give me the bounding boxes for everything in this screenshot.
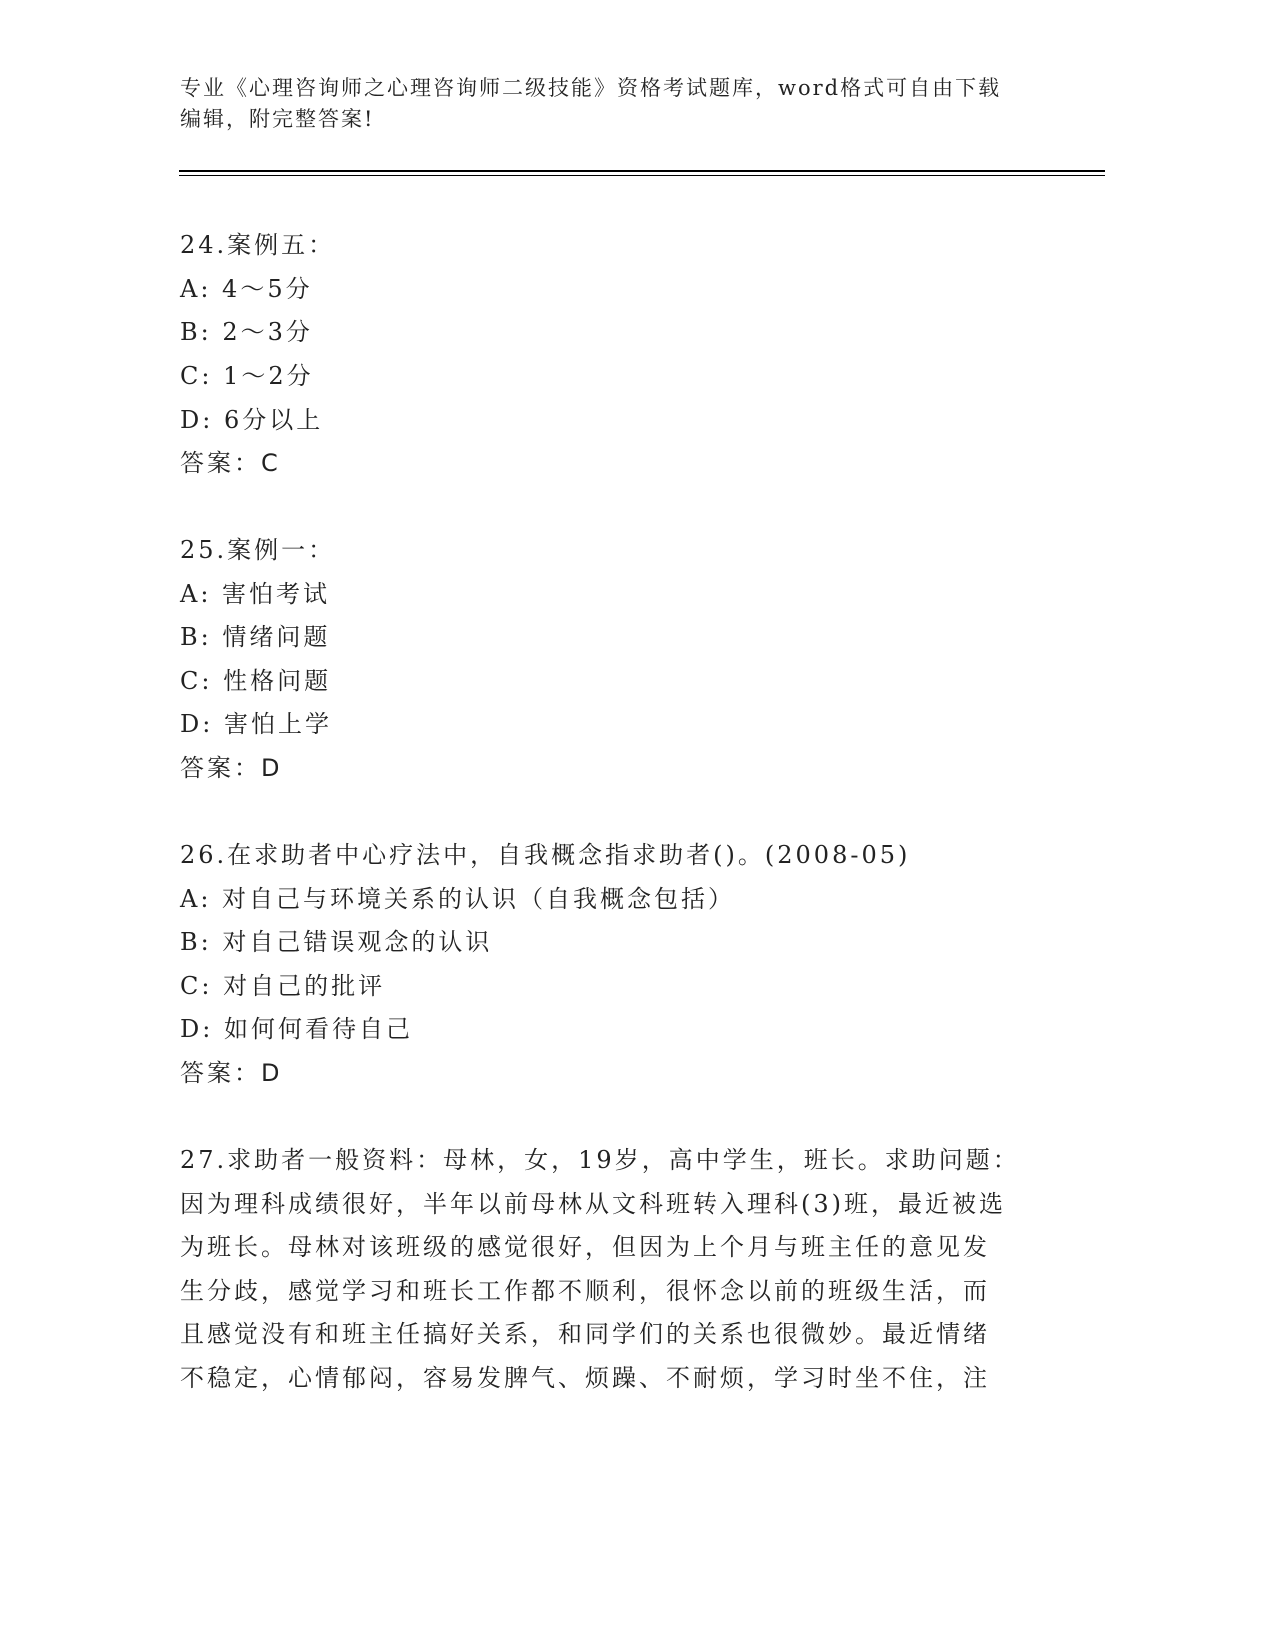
option-c: C: 性格问题 xyxy=(180,667,332,695)
answer: 答案：C xyxy=(180,449,281,477)
option-b: B: 情绪问题 xyxy=(180,623,331,651)
option-d: D: 6分以上 xyxy=(180,406,324,434)
header-divider-thick xyxy=(179,170,1105,172)
paragraph-line: 生分歧，感觉学习和班长工作都不顺利，很怀念以前的班级生活，而 xyxy=(180,1277,990,1305)
option-b: B: 对自己错误观念的认识 xyxy=(180,928,493,956)
option-a: A: 4～5分 xyxy=(180,275,313,303)
paragraph-line: 27.求助者一般资料：母林，女，19岁，高中学生，班长。求助问题： xyxy=(180,1146,1020,1174)
option-c: C: 对自己的批评 xyxy=(180,972,386,1000)
paragraph-line: 不稳定，心情郁闷，容易发脾气、烦躁、不耐烦，学习时坐不住，注 xyxy=(180,1364,990,1392)
option-d: D: 害怕上学 xyxy=(180,710,332,738)
answer: 答案：D xyxy=(180,754,283,782)
question-stem: 26.在求助者中心疗法中，自我概念指求助者()。(2008-05) xyxy=(180,841,911,869)
header-line-1: 专业《心理咨询师之心理咨询师二级技能》资格考试题库，word格式可自由下载 xyxy=(180,76,1002,100)
header-line-2: 编辑，附完整答案! xyxy=(180,107,375,131)
answer: 答案：D xyxy=(180,1059,283,1087)
option-a: A: 害怕考试 xyxy=(180,580,331,608)
paragraph-line: 因为理科成绩很好，半年以前母林从文科班转入理科(3)班，最近被选 xyxy=(180,1190,1006,1218)
option-d: D: 如何何看待自己 xyxy=(180,1015,413,1043)
paragraph-line: 且感觉没有和班主任搞好关系，和同学们的关系也很微妙。最近情绪 xyxy=(180,1320,990,1348)
option-c: C: 1～2分 xyxy=(180,362,314,390)
paragraph-line: 为班长。母林对该班级的感觉很好，但因为上个月与班主任的意见发 xyxy=(180,1233,990,1261)
question-stem: 24.案例五： xyxy=(180,231,336,259)
header-divider-thin xyxy=(179,175,1105,176)
question-stem: 25.案例一： xyxy=(180,536,336,564)
option-a: A: 对自己与环境关系的认识（自我概念包括） xyxy=(180,885,736,913)
option-b: B: 2～3分 xyxy=(180,318,313,346)
